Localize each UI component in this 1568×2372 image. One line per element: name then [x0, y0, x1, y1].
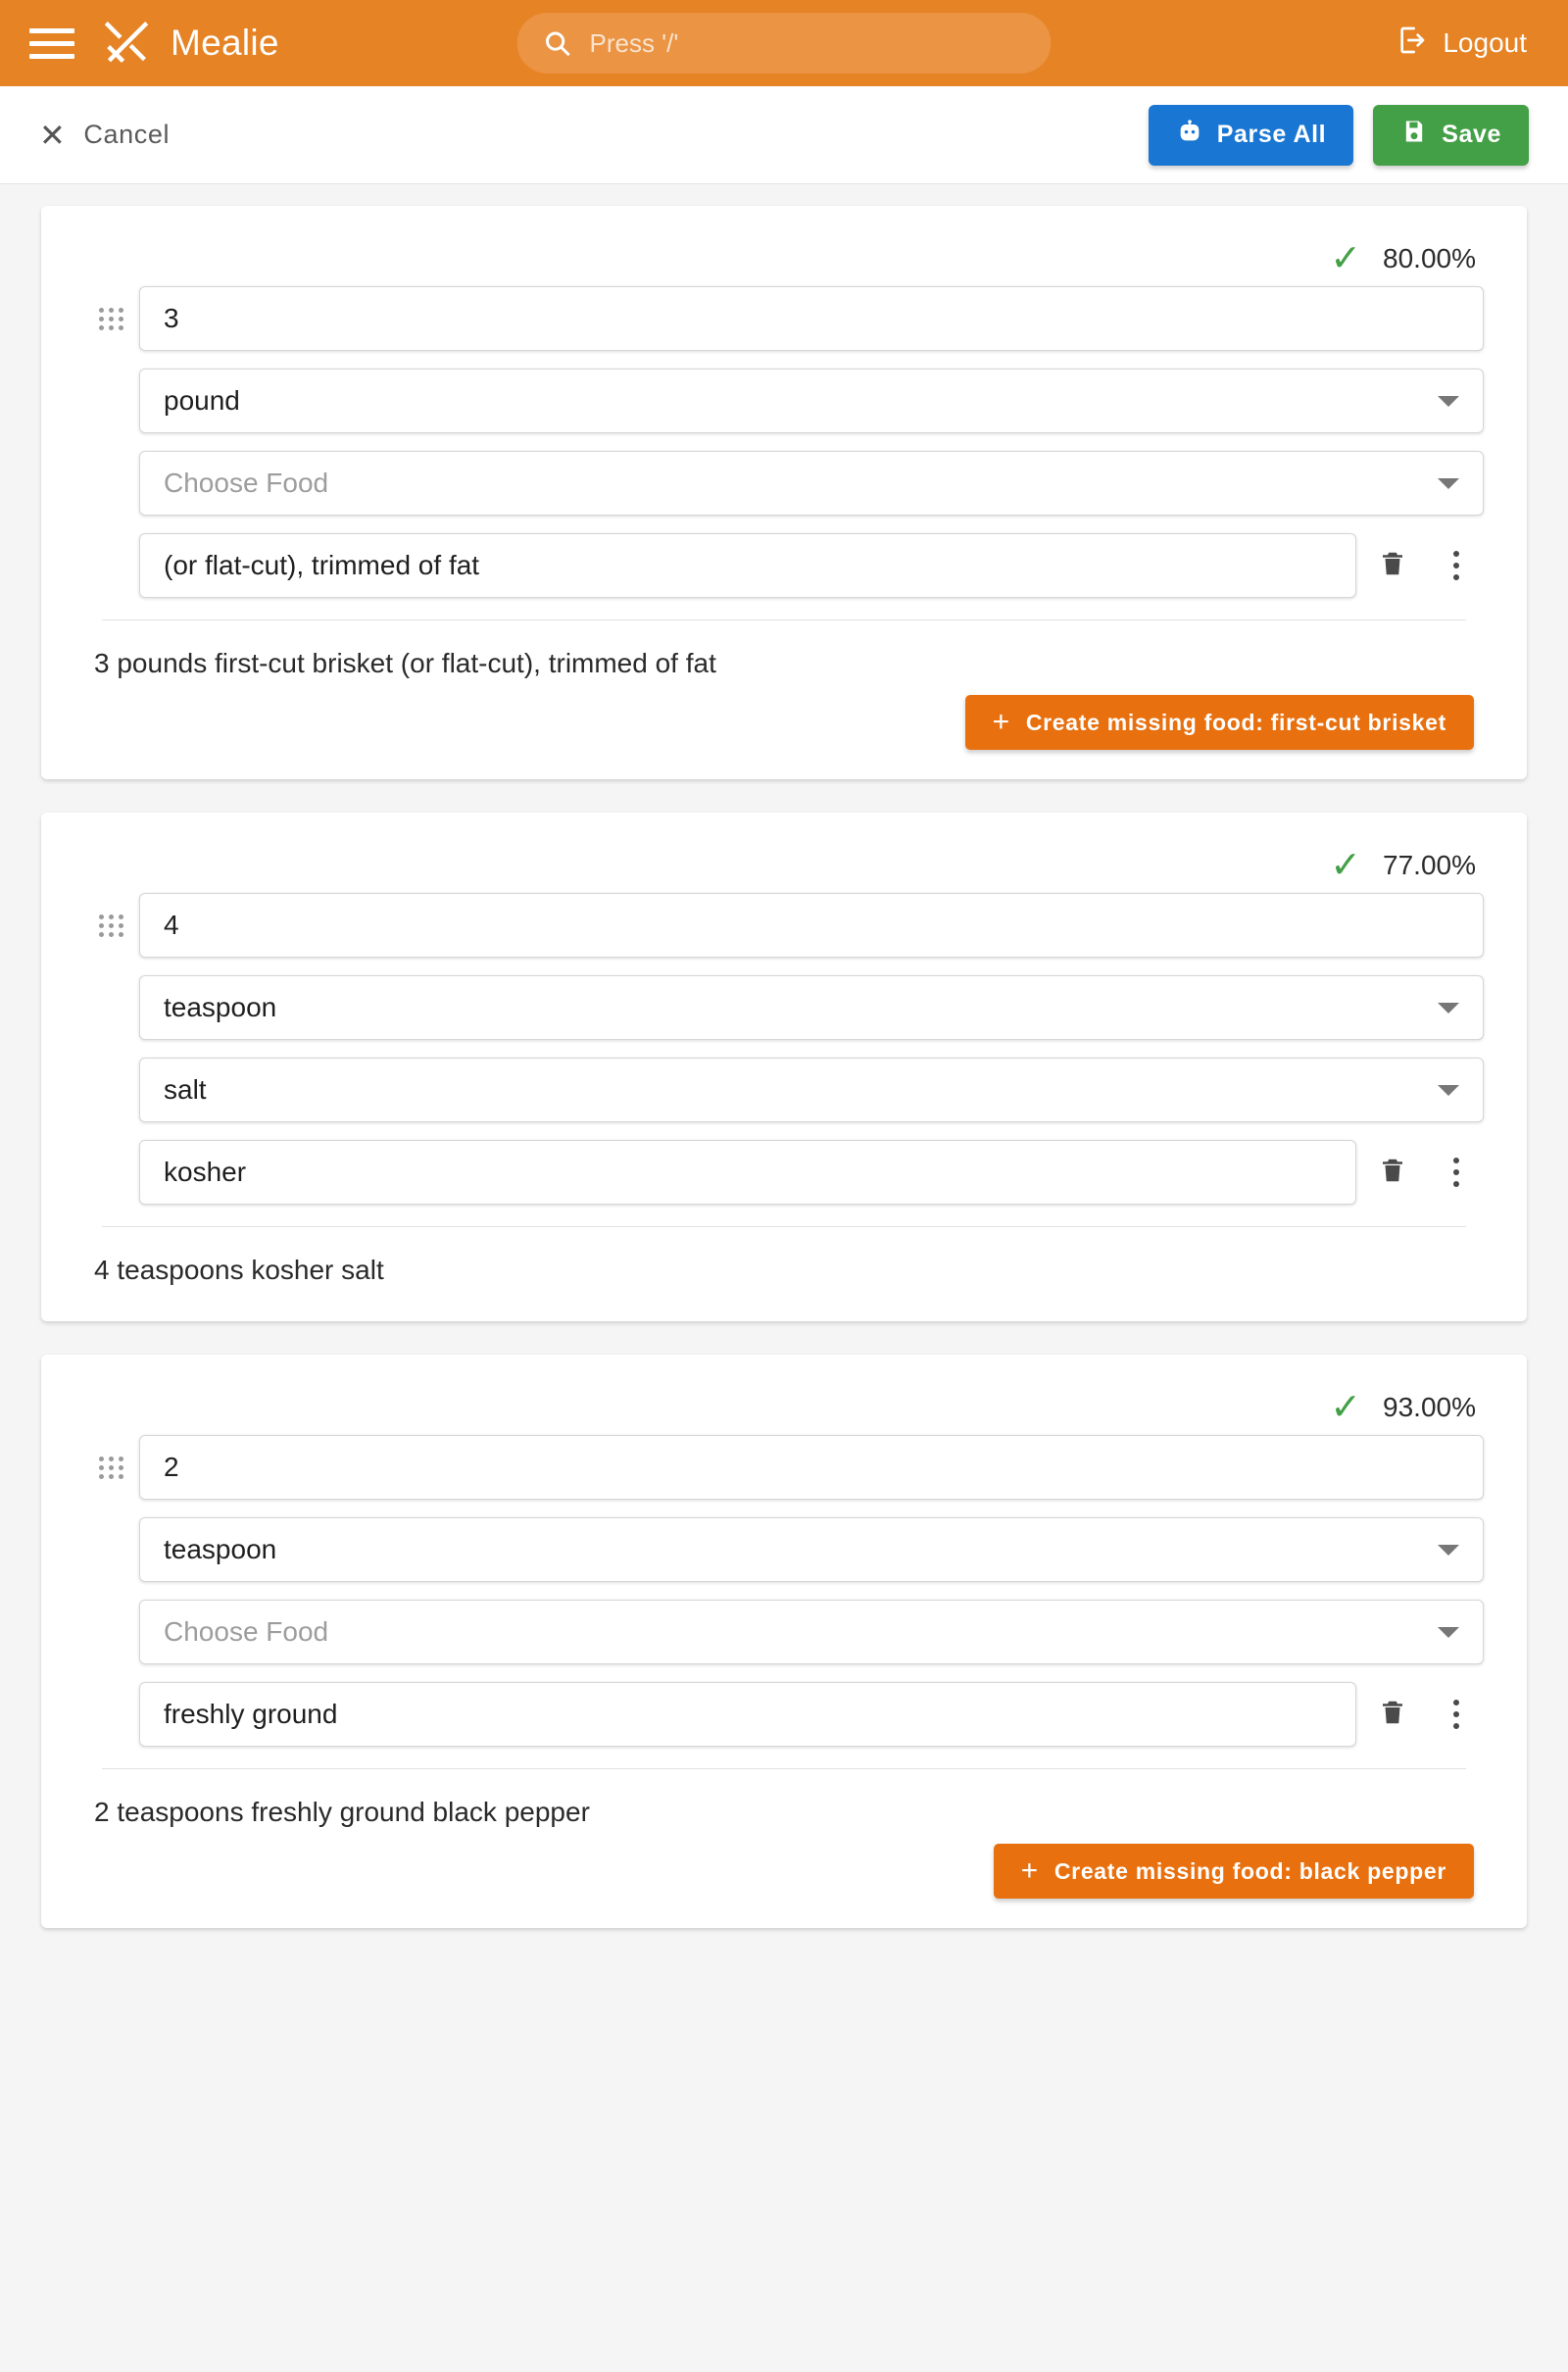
quantity-row: [84, 1435, 1484, 1500]
create-missing-row: [84, 1834, 1484, 1899]
delete-ingredient-button[interactable]: [1356, 533, 1429, 598]
quantity-row: [84, 286, 1484, 351]
chevron-down-icon: [1438, 396, 1459, 407]
check-icon: ✓: [1330, 1387, 1362, 1428]
chevron-down-icon: [1438, 1545, 1459, 1556]
ingredient-card: [41, 813, 1527, 1321]
unit-value: teaspoon: [164, 1534, 277, 1564]
create-missing-food-label: Create missing food: black pepper: [1054, 1857, 1446, 1884]
unit-select[interactable]: [139, 369, 1484, 433]
original-text: 3 pounds first-cut brisket (or flat-cut), trimmed of fat: [94, 648, 716, 678]
note-input[interactable]: kosher: [139, 1140, 1356, 1205]
quantity-input[interactable]: 4: [139, 893, 1484, 958]
delete-ingredient-button[interactable]: [1356, 1682, 1429, 1747]
parse-all-label: Parse All: [1216, 121, 1327, 148]
unit-select[interactable]: [139, 975, 1484, 1040]
plus-icon: +: [1020, 1854, 1039, 1887]
chevron-down-icon: [1438, 1627, 1459, 1638]
delete-ingredient-button[interactable]: [1356, 1140, 1429, 1205]
food-row: [84, 1058, 1484, 1122]
ingredient-list: [0, 184, 1568, 2001]
original-text: 2 teaspoons freshly ground black pepper: [94, 1797, 590, 1827]
plus-icon: +: [992, 706, 1010, 738]
food-row: [84, 1600, 1484, 1664]
save-label: Save: [1442, 121, 1501, 148]
unit-row: [84, 1517, 1484, 1582]
food-value: salt: [164, 1074, 207, 1105]
unit-value: teaspoon: [164, 992, 277, 1022]
trash-icon: [1378, 1155, 1407, 1191]
kebab-menu-icon[interactable]: [1429, 1140, 1484, 1205]
unit-row: [84, 975, 1484, 1040]
editor-toolbar: [0, 86, 1568, 184]
unit-row: [84, 369, 1484, 433]
logout-button[interactable]: [1396, 25, 1527, 63]
confidence-value: 93.00%: [1383, 1392, 1476, 1422]
search-icon: [543, 28, 572, 58]
kebab-menu-icon[interactable]: [1429, 1682, 1484, 1747]
save-button[interactable]: [1373, 105, 1529, 166]
kebab-menu-icon[interactable]: [1429, 533, 1484, 598]
robot-icon: [1176, 118, 1203, 152]
create-missing-food-label: Create missing food: first-cut brisket: [1025, 709, 1446, 735]
check-icon: ✓: [1330, 845, 1362, 886]
toolbar-actions: [1149, 105, 1529, 166]
search-input[interactable]: [517, 13, 1052, 74]
note-input[interactable]: freshly ground: [139, 1682, 1356, 1747]
note-row: [84, 1682, 1484, 1747]
confidence-row: [84, 838, 1484, 893]
trash-icon: [1378, 548, 1407, 584]
confidence-row: [84, 231, 1484, 286]
quantity-input[interactable]: 3: [139, 286, 1484, 351]
quantity-row: [84, 893, 1484, 958]
food-select[interactable]: [139, 451, 1484, 516]
food-select[interactable]: [139, 1058, 1484, 1122]
create-missing-row: [84, 685, 1484, 750]
note-input[interactable]: (or flat-cut), trimmed of fat: [139, 533, 1356, 598]
trash-icon: [1378, 1697, 1407, 1733]
confidence-value: 80.00%: [1383, 243, 1476, 273]
chevron-down-icon: [1438, 1085, 1459, 1096]
ingredient-card: [41, 1355, 1527, 1928]
quantity-input[interactable]: 2: [139, 1435, 1484, 1500]
hamburger-menu-icon[interactable]: [29, 21, 74, 66]
close-icon: ✕: [39, 117, 67, 153]
ingredient-card: [41, 206, 1527, 779]
create-missing-food-button[interactable]: [994, 1844, 1474, 1899]
save-disk-icon: [1400, 118, 1428, 152]
food-row: [84, 451, 1484, 516]
unit-value: pound: [164, 385, 240, 416]
create-missing-food-button[interactable]: [965, 695, 1474, 750]
cancel-button[interactable]: [39, 117, 171, 153]
food-value: Choose Food: [164, 1616, 329, 1647]
note-row: [84, 533, 1484, 598]
unit-select[interactable]: [139, 1517, 1484, 1582]
chevron-down-icon: [1438, 1003, 1459, 1013]
app-bar: [0, 0, 1568, 86]
check-icon: ✓: [1330, 238, 1362, 279]
food-select[interactable]: [139, 1600, 1484, 1664]
note-row: [84, 1140, 1484, 1205]
original-text: 4 teaspoons kosher salt: [94, 1255, 384, 1285]
drag-handle-icon[interactable]: [84, 1457, 139, 1479]
chevron-down-icon: [1438, 478, 1459, 489]
drag-handle-icon[interactable]: [84, 308, 139, 330]
logout-label: Logout: [1443, 27, 1527, 58]
cancel-label: Cancel: [83, 120, 171, 149]
drag-handle-icon[interactable]: [84, 914, 139, 937]
confidence-value: 77.00%: [1383, 850, 1476, 880]
parse-all-button[interactable]: [1149, 105, 1353, 166]
search-placeholder: Press '/': [589, 27, 679, 58]
food-value: Choose Food: [164, 468, 329, 498]
app-title: Mealie: [171, 23, 279, 63]
logout-icon: [1396, 25, 1427, 63]
confidence-row: [84, 1380, 1484, 1435]
fork-knife-logo-icon: [100, 17, 153, 70]
